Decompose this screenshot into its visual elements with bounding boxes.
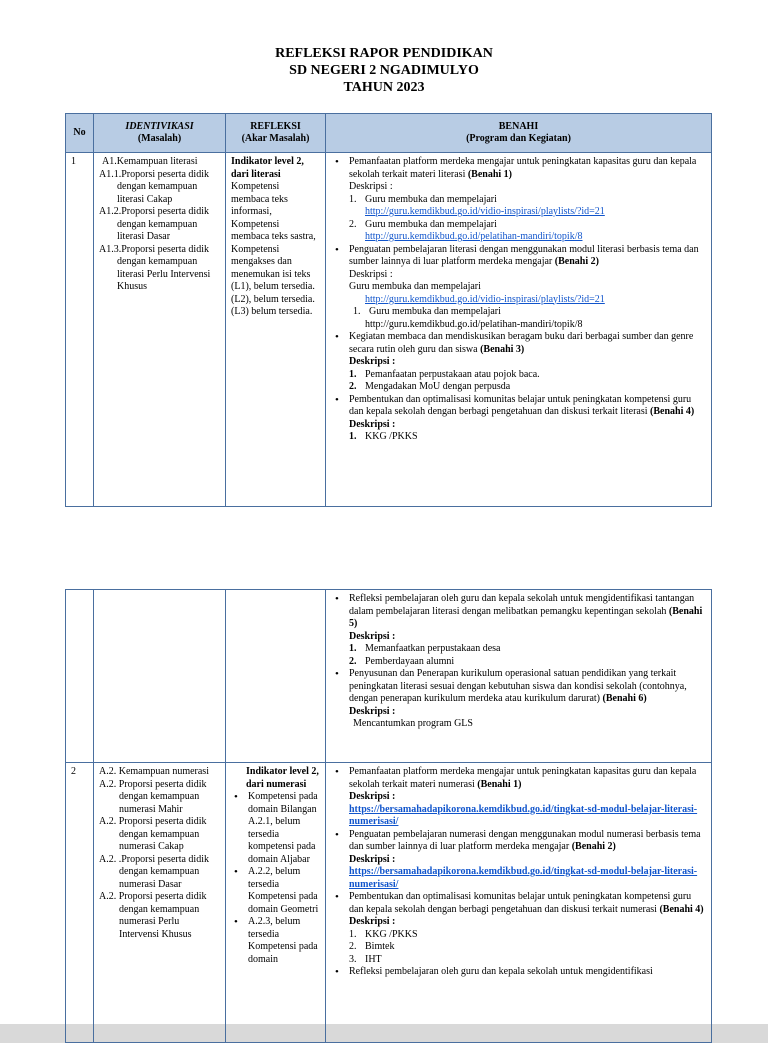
table-row [66,763,712,1043]
benahi-cell: • Pemanfaatan platform merdeka mengajar untuk peningkatan kapasitas guru dan kepala sekolah terkait materi literasi (Benahi 1) Deskripsi : 1. Guru membuka dan mempelajari http://guru.kemdikbud.go.id/vidio-inspirasi/playlists/?id=21 2. Guru membuka dan mempelajari http://guru.kemdikbud.go.id/pelatihan-mandiri/topik/8 • Penguatan pembelajaran literasi dengan menggunakan modul literasi berbasis tema dan sumber lainnya di luar platform merdeka mengajar (Benahi 2) Deskripsi : Guru membuka dan mempelajari http://guru.kemdikbud.go.id/vidio-inspirasi/playlists/?id=21 1. Guru membuka dan mempelajari http://guru.kemdikbud.go.id/pelatihan-mandiri/topik/8 • Kegiatan membaca dan mendiskusikan beragam buku dari berbagai sumber dan genre secara rutin oleh guru dan siswa (Benahi 3) Deskripsi : 1. Pemanfaatan perpustakaan atau pojok baca. 2. Mengadakan MoU dengan perpusda • Pembentukan dan optimalisasi komunitas belajar untuk peningkatan kompetensi guru dan kepala sekolah dengan berbagi pengetahuan dan diskusi terkait literasi (Benahi 4) Deskripsi : 1. KKG /PKKS [326,153,712,507]
row-number: 2 [66,763,94,1043]
table-header-row [66,114,712,153]
document-year: TAHUN 2023 [343,80,425,95]
benahi-item: • Penguatan pembelajaran numerasi dengan menggunakan modul numerasi berbasis tema dan sumber lainnya di luar platform merdeka mengajar (Benahi 2) [331,829,706,854]
reflection-table-continued [65,589,712,1043]
refleksi-cell: Indikator level 2, dari literasi Kompetensi membaca teks informasi, Kompetensi membaca teks sastra, Kompetensi mengakses dan menemukan isi teks (L1), belum tersedia. (L2), belum tersedia. (L3) belum tersedia. [226,153,326,507]
header-refleksi: REFLEKSI (Akar Masalah) [226,114,326,153]
reflection-table [65,113,712,507]
resource-link[interactable]: https://bersamahadapikorona.kemdikbud.go.id/tingkat-sd-modul-belajar-literasi-numerisasi/ [349,866,698,890]
row-number: 1 [66,153,94,507]
benahi-cell: • Pemanfaatan platform merdeka mengajar untuk peningkatan kapasitas guru dan kepala sekolah terkait materi numerasi (Benahi 1) Deskripsi : https://bersamahadapikorona.kemdikbud.go.id/tingkat-sd-modul-belajar-literasi-numerisasi/ • Penguatan pembelajaran numerasi dengan menggunakan modul numerasi berbasis tema dan sumber lainnya di luar platform merdeka mengajar (Benahi 2) Deskripsi : https://bersamahadapikorona.kemdikbud.go.id/tingkat-sd-modul-belajar-literasi-numerisasi/ • Pembentukan dan optimalisasi komunitas belajar untuk peningkatan kompetensi guru dan kepala sekolah dengan berbagi pengetahuan dan diskusi terkait numerasi (Benahi 4) Deskripsi : 1. KKG /PKKS 2. Bimtek 3. IHT • Refleksi pembelajaran oleh guru dan kepala sekolah untuk mengidentifikasi [326,763,712,1043]
resource-link[interactable]: http://guru.kemdikbud.go.id/pelatihan-mandiri/topik/8 [365,231,583,242]
table-row [66,590,712,763]
benahi-item: • Refleksi pembelajaran oleh guru dan kepala sekolah untuk mengidentifikasi tantangan dalam pembelajaran literasi dengan melibatkan pemangku kepentingan sekolah (Benahi 5) [331,593,706,631]
header-benahi: BENAHI (Program dan Kegiatan) [326,114,712,153]
identifikasi-cell: A.2. Kemampuan numerasi A.2. Proporsi peserta didik dengan kemampuan numerasi Mahir A.2. Proporsi peserta didik dengan kemampuan numerasi Cakap A.2. .Proporsi peserta didik dengan kemampuan numerasi Dasar A.2. Proporsi peserta didik dengan kemampuan numerasi Perlu Intervensi Khusus [94,763,226,1043]
benahi-item: • Penyusunan dan Penerapan kurikulum operasional satuan pendidikan yang terkait peningkatan literasi sesuai dengan kebutuhan siswa dan kondisi sekolah (contohnya, dengan penerapan kurikulum merdeka atau kurikulum darurat) (Benahi 6) [331,668,706,706]
header-identifikasi: IDENTIVIKASI (Masalah) [94,114,226,153]
identifikasi-cell: A1.Kemampuan literasi A1.1.Proporsi peserta didik dengan kemampuan literasi Cakap A1.2.Proporsi peserta didik dengan kemampuan literasi Dasar A1.3.Proporsi peserta didik dengan kemampuan literasi Perlu Intervensi Khusus [94,153,226,507]
benahi-item: • Refleksi pembelajaran oleh guru dan kepala sekolah untuk mengidentifikasi [331,966,706,979]
benahi-cell: • Refleksi pembelajaran oleh guru dan kepala sekolah untuk mengidentifikasi tantangan dalam pembelajaran literasi dengan melibatkan pemangku kepentingan sekolah (Benahi 5) Deskripsi : 1. Memanfaatkan perpustakaan desa 2. Pemberdayaan alumni • Penyusunan dan Penerapan kurikulum operasional satuan pendidikan yang terkait peningkatan literasi sesuai dengan kebutuhan siswa dan kondisi sekolah (contohnya, dengan penerapan kurikulum merdeka atau kurikulum darurat) (Benahi 6) Deskripsi : Mencantumkan program GLS [326,590,712,763]
header-no: No [66,114,94,153]
benahi-item: • Pemanfaatan platform merdeka mengajar untuk peningkatan kapasitas guru dan kepala sekolah terkait materi numerasi (Benahi 1) [331,766,706,791]
resource-link[interactable]: http://guru.kemdikbud.go.id/vidio-inspirasi/playlists/?id=21 [365,206,605,217]
school-name: SD NEGERI 2 NGADIMULYO [289,63,479,78]
benahi-item: • Kegiatan membaca dan mendiskusikan beragam buku dari berbagai sumber dan genre secara rutin oleh guru dan siswa (Benahi 3) [331,331,706,356]
benahi-item: • Pemanfaatan platform merdeka mengajar untuk peningkatan kapasitas guru dan kepala sekolah terkait materi literasi (Benahi 1) [331,156,706,181]
table-row [66,153,712,507]
benahi-item: • Penguatan pembelajaran literasi dengan menggunakan modul literasi berbasis tema dan sumber lainnya di luar platform merdeka mengajar (Benahi 2) [331,244,706,269]
resource-link[interactable]: http://guru.kemdikbud.go.id/vidio-inspirasi/playlists/?id=21 [365,293,605,305]
benahi-item: • Pembentukan dan optimalisasi komunitas belajar untuk peningkatan kompetensi guru dan kepala sekolah dengan berbagi pengetahuan dan diskusi terkait literasi (Benahi 4) [331,394,706,419]
benahi-item: • Pembentukan dan optimalisasi komunitas belajar untuk peningkatan kompetensi guru dan kepala sekolah dengan berbagi pengetahuan dan diskusi terkait numerasi (Benahi 4) [331,891,706,916]
refleksi-cell: Indikator level 2, dari numerasi • Kompetensi pada domain Bilangan A.2.1, belum tersedia kompetensi pada domain Aljabar • A.2.2, belum tersedia Kompetensi pada domain Geometri • A.2.3, belum tersedia Kompetensi pada domain [226,763,326,1043]
document-title: REFLEKSI RAPOR PENDIDIKAN [275,46,493,61]
resource-link[interactable]: https://bersamahadapikorona.kemdikbud.go.id/tingkat-sd-modul-belajar-literasi-numerisasi/ [349,803,698,827]
